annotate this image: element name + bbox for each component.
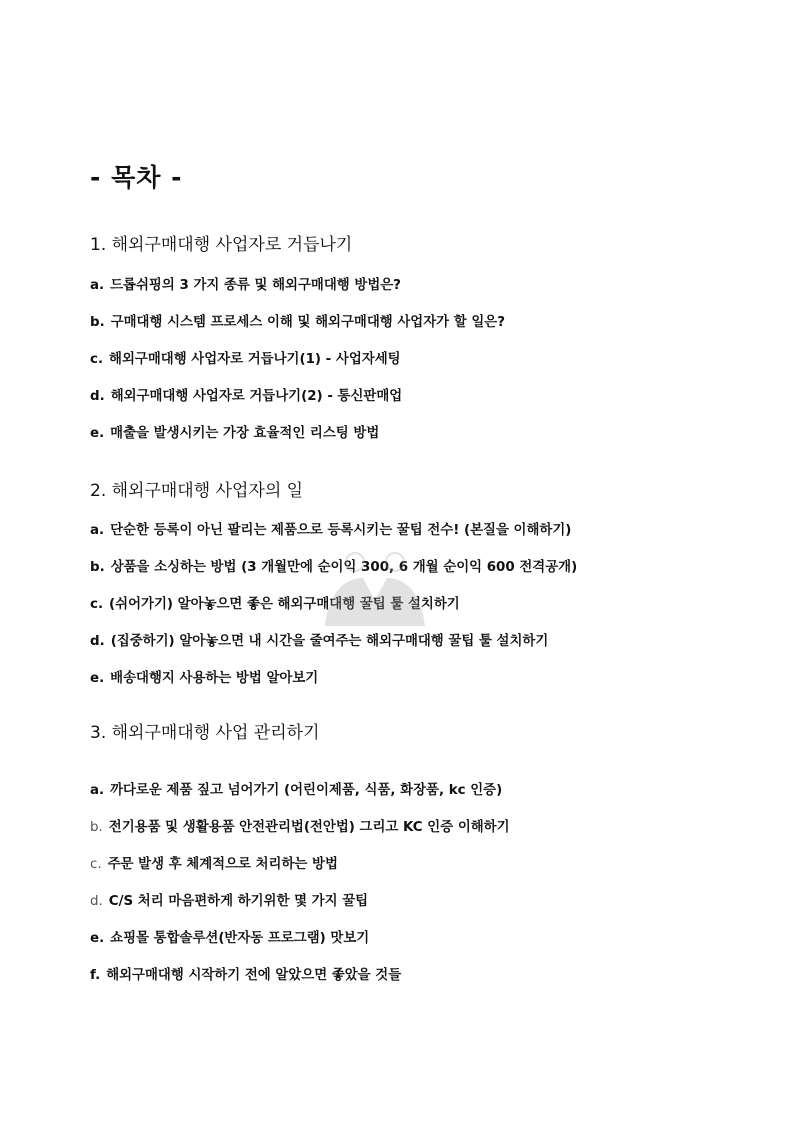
toc-item [90,277,730,295]
item-text: 주문 발생 후 체계적으로 처리하는 방법 [107,857,338,872]
toc-item [90,670,730,688]
item-text: 전기용품 및 생활용품 안전관리법(전안법) 그리고 KC 인증 이해하기 [108,820,510,835]
section-1 [90,234,730,443]
section-3 [90,722,730,985]
item-text: 구매대행 시스템 프로세스 이해 및 해외구매대행 사업자가 할 일은? [110,315,506,330]
item-letter: e. [90,931,105,946]
item-letter: f. [90,968,101,983]
item-letter: e. [90,671,105,686]
toc-item [90,425,730,443]
item-letter: d. [90,894,103,909]
section-heading: 1. 해외구매대행 사업자로 거듭나기 [90,235,353,255]
toc-item [90,930,730,948]
page-title: - 목차 - [90,163,183,192]
logo-watermark-icon [305,548,445,628]
item-text: 드롭쉬핑의 3 가지 종류 및 해외구매대행 방법은? [110,278,401,293]
section-heading: 3. 해외구매대행 사업 관리하기 [90,723,320,743]
item-letter: c. [90,857,102,872]
item-text: 상품을 소싱하는 방법 (3 개월만에 순이익 300, 6 개월 순이익 600 전격공개) [110,560,578,575]
toc-item [90,819,730,837]
item-text: 매출을 발생시키는 가장 효율적인 리스팅 방법 [110,426,380,441]
item-letter: b. [90,820,103,835]
item-letter: c. [90,597,104,612]
toc-item [90,633,730,651]
item-letter: a. [90,278,105,293]
toc-item [90,967,730,985]
item-letter: c. [90,352,104,367]
item-letter: a. [90,523,105,538]
section-heading: 2. 해외구매대행 사업자의 일 [90,481,304,501]
item-text: 해외구매대행 사업자로 거듭나기(2) - 통신판매업 [110,389,403,404]
toc-item [90,351,730,369]
item-text: 단순한 등록이 아닌 팔리는 제품으로 등록시키는 꿀팁 전수! (본질을 이해하기) [110,523,572,538]
item-text: C/S 처리 마음편하게 하기위한 몇 가지 꿀팁 [108,894,369,909]
item-text: 쇼핑몰 통합솔루션(반자동 프로그램) 맛보기 [110,931,370,946]
item-letter: d. [90,634,105,649]
toc-item [90,856,730,874]
item-letter: e. [90,426,105,441]
item-text: 해외구매대행 사업자로 거듭나기(1) - 사업자세팅 [109,352,401,367]
toc-item [90,893,730,911]
item-letter: d. [90,389,105,404]
item-letter: a. [90,783,105,798]
item-letter: b. [90,315,105,330]
toc-item [90,314,730,332]
toc-item [90,782,730,800]
item-text: 까다로운 제품 짚고 넘어가기 (어린이제품, 식품, 화장품, kc 인증) [110,783,503,798]
item-text: (쉬어가기) 알아놓으면 좋은 해외구매대행 꿀팁 툴 설치하기 [109,597,460,612]
item-text: (집중하기) 알아놓으면 내 시간을 줄여주는 해외구매대행 꿀팁 툴 설치하기 [110,634,549,649]
item-letter: b. [90,560,105,575]
toc-item [90,388,730,406]
item-text: 배송대행지 사용하는 방법 알아보기 [110,671,319,686]
toc-item [90,522,730,540]
item-text: 해외구매대행 시작하기 전에 알았으면 좋았을 것들 [106,968,402,983]
